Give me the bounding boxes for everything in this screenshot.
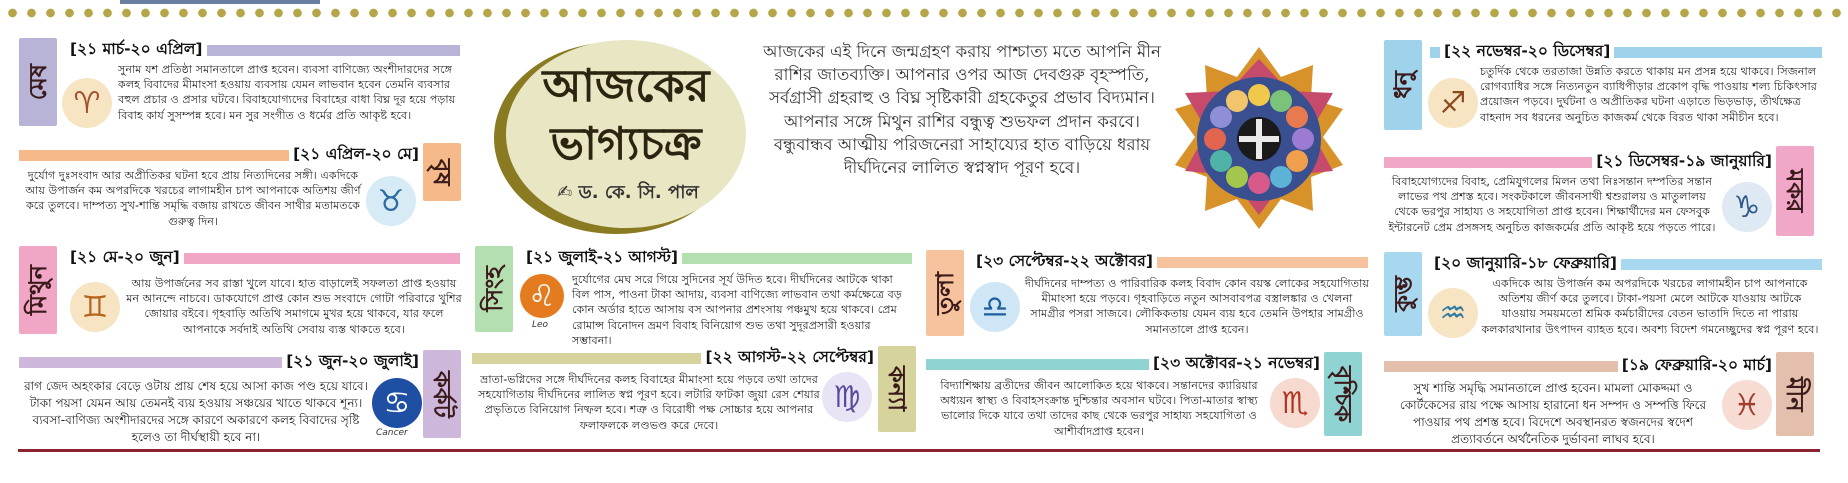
tab-brishchik	[1324, 352, 1362, 436]
pisces-icon: ♓	[1722, 380, 1772, 430]
pen-icon: ✍	[557, 182, 573, 203]
cancer-icon: ♋	[372, 378, 422, 428]
tab-mesh	[19, 38, 57, 126]
date-makar: [২১ ডিসেম্বর-১৯ জানুয়ারি]	[1596, 152, 1772, 170]
sign-name: মিথুন	[24, 264, 52, 316]
tab-mithun	[19, 246, 57, 334]
forecast-brishchik: বিদ্যাশিক্ষায় ব্রতীদের জীবন আলোকিত হয়ে থাকবে। সন্তানদের ক্যারিয়ার অধ্যয়ন স্বাস্থ্য ও বিবাহসংক্রান্ত দুশ্চিন্তার অবসান ঘটবে। পিতা-মাতার স্বাস্থ্য ভালোর দিকে যাবে তথা তাদের কাছ থেকে ভরপুর সাহায্য সহযোগিতা ও আশীর্বাদপ্রাপ্ত হবেন।	[940, 379, 1258, 438]
sign-name: কর্কট	[428, 370, 456, 418]
tab-makar	[1776, 146, 1814, 236]
sign-name: মেষ	[24, 63, 52, 101]
sign-name: কুম্ভ	[1389, 276, 1417, 312]
date-mesh: [২১ মার্চ-২০ এপ্রিল]	[70, 40, 203, 58]
date-row-brish	[19, 143, 423, 167]
tab-karkat	[423, 350, 461, 438]
sign-name: সিংহ	[480, 266, 508, 312]
date-mithun: [২১ মে-২০ জুন]	[70, 248, 180, 266]
tab-meen	[1776, 352, 1814, 436]
author-name: ড. কে. সি. পাল	[578, 182, 699, 203]
taurus-icon: ♉	[366, 176, 416, 226]
author-line	[528, 178, 728, 209]
color-bar	[1384, 157, 1592, 168]
date-meen: [১৯ ফেব্রুয়ারি-২০ মার্চ]	[1621, 356, 1772, 374]
sign-name: মীন	[1781, 376, 1809, 412]
tab-kumbha	[1384, 252, 1422, 336]
gemini-icon: ♊	[70, 282, 120, 332]
tab-kanya	[878, 346, 916, 432]
date-row-kumbha	[1430, 252, 1822, 276]
date-row-singha	[522, 246, 912, 270]
header-photo-strip	[120, 0, 320, 4]
capricorn-icon: ♑	[1722, 182, 1772, 232]
forecast-brish: দুর্যোগ দুঃসংবাদ আর অপ্রীতিকর ঘটনা হবে প্রায় নিত্যদিনের সঙ্গী। একদিকে আয় উপার্জন কম অপরদিকে খরচের লাগামহীন চাপ আপনাকে অতিশয় জীর্ণ করে তুলবে। দাম্পত্য সুখ-শান্তি সমৃদ্ধি বজায় রাখতে জীবন সাথীর মতামতকে গুরুত্ব দিন।	[25, 169, 361, 228]
title-block	[488, 38, 750, 238]
date-karkat: [২১ জুন-২০ জুলাই]	[286, 352, 419, 370]
forecast-kanya: ভ্রাতা-ভগ্নিদের সঙ্গে দীর্ঘদিনের কলহ বিবাহের মীমাংসা হয়ে পড়বে তথা তাদের সহযোগিতায় দীর্ঘদিনের লালিত স্বপ্ন পূরণ হবে। লটারি ফাটকা জুয়া রেস শেয়ার প্রভৃতিতে বিনিয়োগ নিষ্ফল হবে। শত্রু ও বিরোধী পক্ষ সোচ্চার হয়ে আপনার ফলাফলকে লণ্ডভণ্ড করে দেবে।	[478, 373, 820, 432]
color-bar	[926, 359, 1149, 370]
forecast-mithun: আয় উপার্জনের সব রাস্তা খুলে যাবে। হাত বাড়ালেই সফলতা প্রাপ্ত হওয়ায় মন আনন্দে নাচবে। ডাকযোগে প্রাপ্ত কোন শুভ সংবাদে গোটা পরিবারে খুশির জোয়ার বইবে। গৃহবাড়ি অতিথি সমাগমে মুখর হয়ে থাকবে, যার ফলে আপনাকে সর্বদাই অতিথি সেবায় ব্যস্ত থাকতে হবে।	[126, 277, 462, 336]
sign-name: বৃশ্চিক	[1329, 365, 1357, 423]
sign-name: মকর	[1781, 169, 1809, 213]
date-singha: [২১ জুলাই-২১ আগস্ট]	[526, 248, 678, 266]
date-row-brishchik	[926, 352, 1324, 376]
tab-tula	[926, 250, 964, 336]
color-bar	[1621, 259, 1822, 270]
sign-name: বৃষ	[428, 158, 456, 186]
color-bar	[1614, 47, 1822, 58]
tab-dhanu	[1384, 40, 1422, 130]
date-brish: [২১ এপ্রিল-২০ মে]	[293, 145, 419, 163]
dotted-border	[0, 6, 1848, 20]
title-line-1: আজকের	[542, 59, 710, 112]
date-row-kanya	[472, 346, 878, 370]
forecast-singha: দুর্যোগের মেঘ সরে গিয়ে সুদিনের সূর্য উদিত হবে। দীর্ঘদিনের আটকে থাকা বিল পাস, পাওনা টাকা আদায়, ব্যবসা বাণিজ্যে লাভবান তথা কর্মক্ষেত্রে বড় কোন অর্ডার হাতে আসায় বস আপনার প্রশংসায় পঞ্চমুখ হয়ে থাকবে। প্রেম রোমান্স বিনোদন ভ্রমণ বিবাহ বিনিয়োগ শুভ তথা সুদূরপ্রসারী হওয়ার সম্ভাবনা।	[572, 273, 902, 347]
forecast-karkat: রাগ জেদ অহংকার বেড়ে ওটায় প্রায় শেষ হয়ে আসা কাজ পণ্ড হয়ে যাবে। টাকা পয়সা যেমন আয় তেমনই ব্যয় হওয়ায় সঞ্চয়ের খাতে থাকবে শূন্য। ব্যবসা-বাণিজ্য অংশীদারদের সঙ্গে কারণে অকারণে কলহ বিবাদের সৃষ্টি হলেও তা দীর্ঘস্থায়ী হবে না।	[24, 379, 368, 444]
forecast-meen: সুখ শান্তি সমৃদ্ধি সমানতালে প্রাপ্ত হবেন। মামলা মোকদ্দমা ও কোর্টকেসের রায় পক্ষে আসায় হারানো ধন সম্পদ ও সম্পত্তি ফিরে পাওয়ার পথ প্রশস্ত হবে। বিদেশে অবস্থানরত স্বজনদের স্বদেশ প্রত্যাবর্তনে অর্থনৈতিক দুর্ভাবনা লাঘব হবে।	[1399, 381, 1707, 446]
date-row-mesh	[66, 38, 460, 62]
color-bar	[1430, 47, 1440, 58]
forecast-tula: দীর্ঘদিনের দাম্পত্য ও পারিবারিক কলহ বিবাদ কোন বয়স্ক লোকের সহযোগিতায় মীমাংসা হয়ে পড়বে। গৃহবাড়িতে নতুন আসবাবপত্র বস্ত্রালঙ্কার ও খেলনা সামগ্রীর পসরা সাজবে। লৌকিকতায় যেমন ব্যয় হবে তেমনি উপহার সামগ্রীও সমানতালে প্রাপ্ত হবেন।	[1025, 277, 1369, 336]
date-kanya: [২২ আগস্ট-২২ সেপ্টেম্বর]	[705, 348, 874, 366]
date-dhanu: [২২ নভেম্বর-২০ ডিসেম্বর]	[1444, 42, 1611, 60]
color-bar	[19, 150, 289, 161]
color-bar	[1384, 361, 1618, 372]
virgo-icon: ♍	[822, 372, 872, 422]
date-row-dhanu	[1430, 40, 1822, 64]
libra-icon: ♎	[970, 282, 1020, 332]
date-row-makar	[1384, 150, 1776, 174]
date-tula: [২৩ সেপ্টেম্বর-২২ অক্টোবর]	[976, 252, 1153, 270]
color-bar	[184, 253, 460, 264]
aries-icon: ♈	[62, 78, 112, 128]
color-bar	[19, 357, 282, 368]
tab-singha	[475, 246, 513, 332]
date-row-tula	[972, 250, 1368, 274]
scorpio-icon: ♏	[1270, 378, 1320, 428]
bottom-rule	[18, 449, 1820, 452]
leo-icon-label: Leo	[532, 320, 549, 330]
leo-icon: ♌	[520, 274, 564, 318]
color-bar	[472, 353, 701, 364]
date-kumbha: [২০ জানুয়ারি-১৮ ফেব্রুয়ারি]	[1434, 254, 1617, 272]
aquarius-icon: ♒	[1428, 288, 1478, 338]
sign-name: ধনু	[1389, 71, 1417, 99]
date-row-meen	[1384, 354, 1776, 378]
forecast-makar: বিবাহযোগ্যদের বিবাহ, প্রেমিযুগলের মিলন তথা নিঃসন্তান দম্পতির সন্তান লাভের পথ প্রশস্ত হবে। সংকটকালে জীবনসাথী শ্বশুরালয় ও মাতুলালয় থেকে ভরপুর সাহায্য ও সহযোগিতা প্রাপ্ত হবেন। শিক্ষার্থীদের মন ফেসবুক ইন্টারনেট প্রেম প্রসঙ্গসহ অনুচিত কাজকর্মের প্রতি আকৃষ্ট হয়ে পড়তে পারে।	[1388, 175, 1716, 234]
forecast-dhanu: চতুর্দিক থেকে তরতাজা উন্নতি করতে থাকায় মন প্রসন্ন হয়ে থাকবে। সিজনাল রোগব্যাধির সঙ্গে নিত্যনতুন ব্যাধিপীড়ার প্রকোপ বৃদ্ধি পাওয়ায় শল্য চিকিৎসার প্রয়োজন পড়বে। দুর্ঘটনা ও অপ্রীতিকর ঘটনা এড়াতে ভিড়ভাড়, তীর্থক্ষেত্র বাহনাদ সব ধরনের অনুচিত কাজকর্ম থেকে বিরত থাকা সমীচীন হবে।	[1480, 65, 1817, 124]
tab-brish	[423, 143, 461, 201]
forecast-mesh: সুনাম যশ প্রতিষ্ঠা সমানতালে প্রাপ্ত হবেন। ব্যবসা বাণিজ্যে অংশীদারদের সঙ্গে কলহ বিবাদের মীমাংসা হওয়ায় ব্যবসায় যেমন লাভবান হবেন তেমনি ব্যবসার বহুল প্রচার ও প্রসার ঘটবে। বিবাহযোগ্যদের বিবাহের বাধা বিঘ্ন দূর হয়ে পড়ায় বিবাহ কার্য সুসম্পন্ন হবে। মন সুর সংগীত ও ধর্মের প্রতি আকৃষ্ট হবে।	[118, 63, 456, 122]
cancer-icon-label: Cancer	[376, 428, 408, 438]
sign-name: কন্যা	[883, 366, 911, 412]
date-row-mithun	[66, 246, 460, 270]
sign-name: তুলা	[931, 271, 959, 315]
date-row-karkat	[19, 350, 423, 374]
color-bar	[682, 253, 912, 264]
color-bar	[207, 45, 461, 56]
date-brishchik: [২৩ অক্টোবর-২১ নভেম্বর]	[1152, 354, 1320, 372]
intro-text: আজকের এই দিনে জন্মগ্রহণ করায় পাশ্চাত্য মতে আপনি মীন রাশির জাতব্যক্তি। আপনার ওপর আজ দেবগুরু বৃহস্পতি, সর্বগ্রাসী গ্রহরাহু ও বিঘ্ন সৃষ্টিকারী গ্রহকেতুর প্রভাব বিদ্যমান। আপনার সঙ্গে মিথুন রাশির বন্ধুত্ব শুভফল প্রদান করবে। বন্ধুবান্ধব আত্মীয় পরিজনেরা সাহায্যের হাত বাড়িয়ে ধরায় দীর্ঘদিনের লালিত স্বপ্নস্বাদ পূরণ হবে।	[763, 42, 1161, 178]
title-line-2: ভাগ্যচক্র	[550, 117, 702, 170]
forecast-kumbha: একদিকে আয় উপার্জন কম অপরদিকে খরচের লাগামহীন চাপ আপনাকে অতিশয় জীর্ণ করে তুলবে। টাকা-পয়সা মেলে আটকে যাওয়ায় আটকে যাওয়ায় সময়মতো শ্রমিক কর্মচারীদের বেতন ভাতাদি দিতে না পারায় কলকারখানার উৎপাদন ব্যাহত হবে। অবশ্য বিদেশ গমনেচ্ছুদের স্বপ্ন পূরণ হবে।	[1481, 277, 1819, 336]
zodiac-wheel-image	[1166, 46, 1352, 232]
color-bar	[1157, 257, 1368, 268]
sagittarius-icon: ♐	[1428, 78, 1478, 128]
